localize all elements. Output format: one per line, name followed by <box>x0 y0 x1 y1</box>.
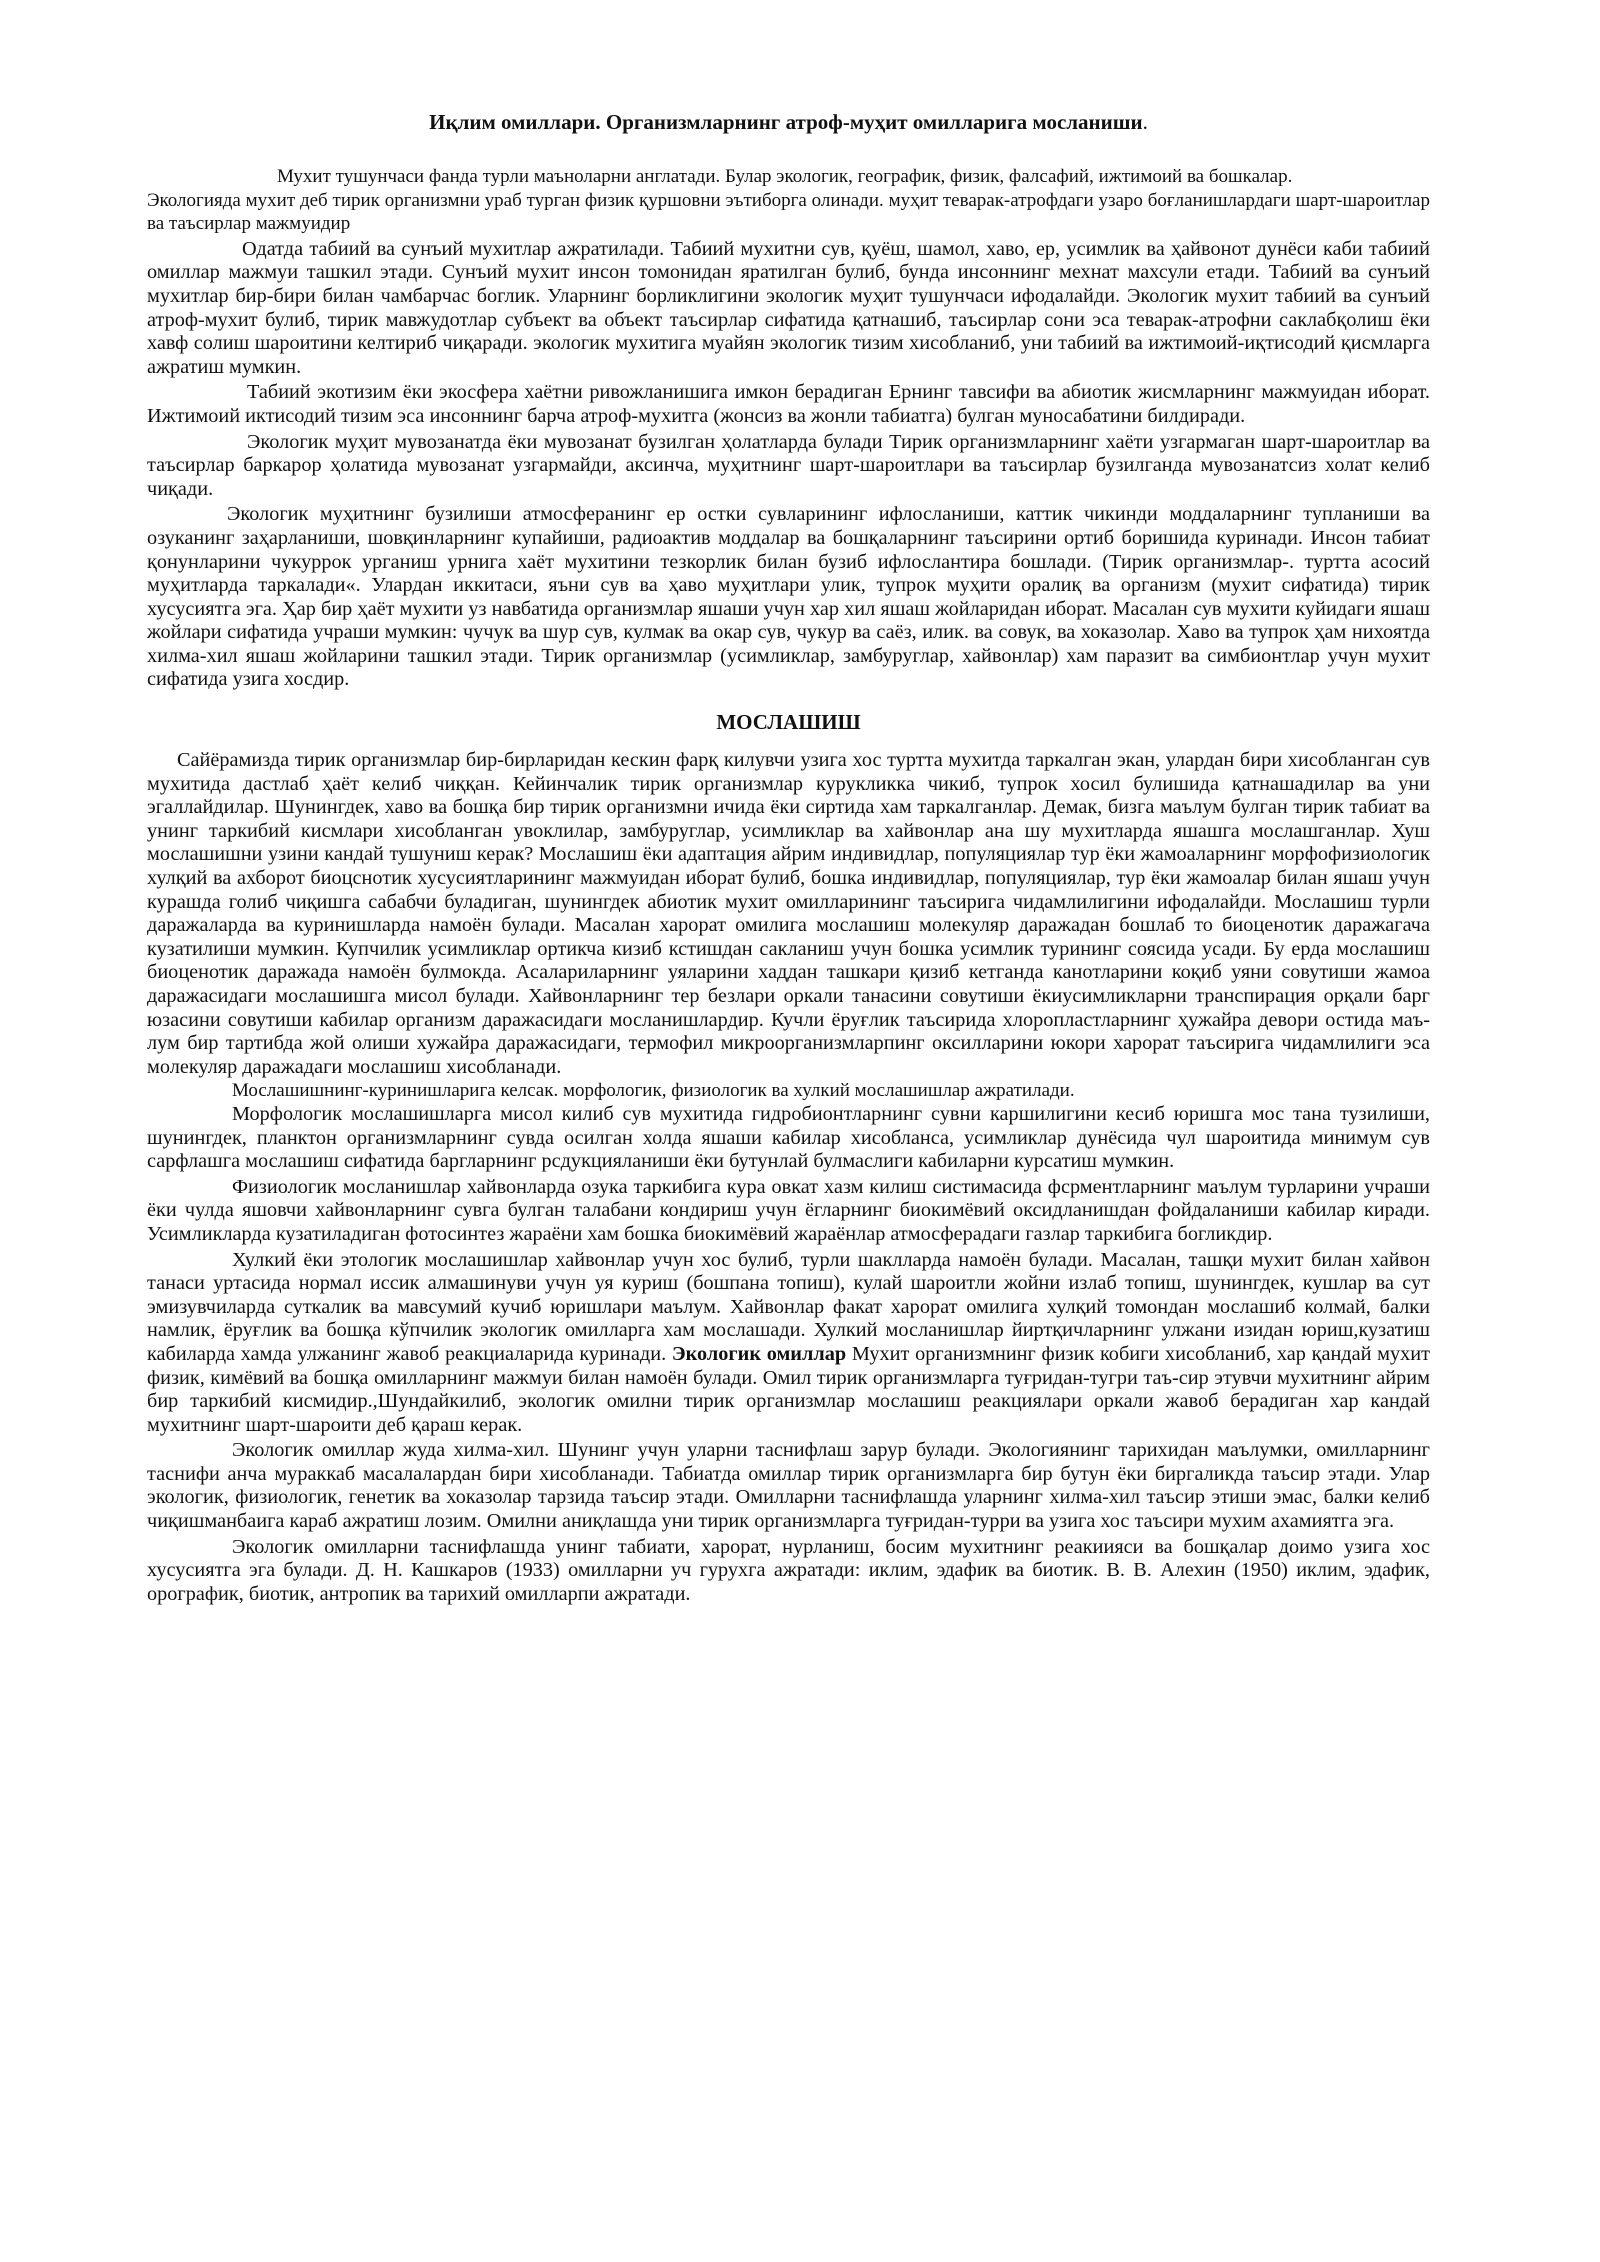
ecological-factors-term: Экологик омиллар <box>671 1342 847 1365</box>
title-text: Иқлим омиллари. Организмларнинг атроф-муҳит омилларига мосланиши <box>429 110 1143 134</box>
paragraph-physiological: Физиологик мосланишлар хайвонларда озука таркибига кура овкат хазм килиш систимасида фсрментларнинг маълум турларини учраши ёки чулда яшовчи хайвонларнинг сувга булган талабани кондириш учун ёгларнинг биокимёвий оксидланишдан фойдаланиши кабилар киради. Усимликларда кузатиладиган фотосинтез жараёни хам бошка биокимёвий жараёнлар атмосферадаги газлар таркибига богликдир. <box>147 1175 1430 1245</box>
paragraph-morphological: Морфологик мослашишларга мисол килиб сув мухитида гидробионтларнинг сувни каршилигини кесиб юришга мос тана тузилиши, шунингдек, планктон организмларнинг сувда осилган холда яшаши кабилар хисобланса, усимликлар дунёсида чул шароитида минимум сув сарфлашга мослашиш сифатида баргларнинг рсдукцияланиши ёки бутунлай булмаслиги кабиларни курсатиш мумкин. <box>147 1102 1430 1173</box>
paragraph-ecology-environment: Экологияда мухит деб тирик организмни ураб турган физик қуршовни эътиборга олинади. муҳит теварак-атрофдаги узаро боғланишлардаги шарт-шароитлар ва таъсирлар мажмуидир <box>147 189 1430 235</box>
document-title <box>147 110 1430 135</box>
paragraph-environment-concept: Мухит тушунчаси фанда турли маъноларни англатади. Булар экологик, географик, физик, фалсафий, ижтимоий ва бошкалар. <box>277 166 1293 187</box>
paragraph-adaptation-types: Мослашишнинг-куринишларига келсак. морфологик, физиологик ва хулкий мослашишлар ажратилади. <box>232 1080 1075 1102</box>
paragraph-adaptation: Сайёрамизда тирик организмлар бир-бирларидан кескин фарқ килувчи узига хос туртта мухитда таркалган экан, улардан бири хисобланган сув мухитида дастлаб ҳаёт келиб чиққан. Кейинчалик тирик организмлар курукликка чикиб, тупрок хосил булишида қатнашадилар ва уни эгаллайдилар. Шунингдек, хаво ва бошқа бир тирик организмни ичида ёки сиртида хам таркалганлар. Демак, бизга маълум булган тирик табиат ва унинг таркибий кисмлари хисобланган увоклилар, замбуруглар, усимликлар ва хайвонлар ана шу мухитларда яшашга мослашганлар. Хуш мослашишни узини кандай тушуниш керак? Мослашиш ёки адаптация айрим индивидлар, популяциялар тур ёки жамоаларнинг морфофизиологик хулқий ва ахборот биоцснотик хусусиятларининг мажмуидан иборат булиб, бошка индивидлар, популяциялар, тур ёки жамоалар билан яшаш учун курашда голиб чиқишга сабабчи буладиган, шунингдек абиотик мухит омилларининг таъсирига чидамлилигини ифодалайди. Мослашиш турли даражаларда ва куринишларда намоён булади. Масалан харорат омилига мослашиш молекуляр даражадан бошлаб то биоценотик даражагача кузатилиши мумкин. Купчилик усимликлар ортикча кизиб кстишдан сакланиш учун бошка усимлик турининг соясида усади. Бу ерда мослашиш биоценотик даражада намоён булмокда. Асалариларнинг уяларини хаддан ташкари қизиб кетганда канотларини коқиб уяни совутиши жамоа даражасидаги мослашишга мисол булади. Хайвонларнинг тер безлари оркали танасини совутиши ёкиусимликларни транспирация орқали барг юзасини совутиши кабилар организм даражасидаги мосланишлардир. Кучли ёруғлик таъсирида хлоропластларнинг ҳужайра девори остида маъ-лум бир тартибда жой олиши хужайра даражасидаги, термофил микроорганизмларпинг оксилларини юкори харорат таъсирига чидамлилиги эса молекуляр даражадаги мослашиш хисобланади. <box>147 749 1430 1078</box>
title-dot: . <box>1142 110 1148 134</box>
paragraph-ecosystem: Табиий экотизим ёки экосфера хаётни ривожланишига имкон берадиган Ернинг тавсифи ва абиотик жисмларнинг мажмуидан иборат. Ижтимоий иктисодий тизим эса инсоннинг барча атроф-мухитга (жонсиз ва жонли табиатга) булган муносабатини билдиради. <box>147 381 1430 427</box>
paragraph-classification: Экологик омиллар жуда хилма-хил. Шунинг учун уларни таснифлаш зарур булади. Экологиянинг тарихидан маълумки, омилларнинг таснифи анча мураккаб масалалардан бири хисобланади. Табиатда омиллар тирик организмларга бир бутун ёки биргаликда таъсир этади. Улар экологик, физиологик, генетик ва хоказолар тарзида таъсир этади. Омилларни таснифлашда уларнинг хилма-хил таъсир этиши эмас, балки келиб чиқишманбаига караб ажратиш лозим. Омилни аниқлашда уни тирик организмларга туғридан-турри ва узига хос таъсири мухим ахамиятга эга. <box>147 1439 1430 1533</box>
paragraph-disruption: Экологик муҳитнинг бузилиши атмосферанинг ер остки сувларининг ифлосланиши, каттик чикинди моддаларнинг тупланиши ва озуканинг заҳарланиши, шовқинларнинг купайиши, радиоактив моддалар ва бошқаларнинг таъсирини ортиб боришида куринади. Инсон табиат қонунларини чукуррок урганиш урнига хаёт мухитини тезкорлик билан бузиб ифлослантира бошлади. (Тирик организмлар-. туртта асосий муҳитларда таркалади«. Улардан иккитаси, яъни сув ва ҳаво муҳитлари улик, тупрок муҳити оралиқ ва организм (мухит сифатида) тирик хусусиятга эга. Ҳар бир ҳаёт мухити уз навбатида организмлар яшаши учун хар хил яшаш жойларидан иборат. Масалан сув мухити куйидаги яшаш жойлари сифатида учраши мумкин: чучук ва шур сув, кулмак ва окар сув, чукур ва саёз, илик. ва совук, ва хоказолар. Хаво ва тупрок ҳам нихоятда хилма-хил яшаш жойларини ташкил этади. Тирик организмлар (усимликлар, замбуруглар, хайвонлар) хам паразит ва симбионтлар учун мухит сифатида узига хосдир. <box>147 503 1430 691</box>
paragraph-natural-artificial: Одатда табиий ва сунъий мухитлар ажратилади. Табиий мухитни сув, қуёш, шамол, хаво, ер, усимлик ва ҳайвонот дунёси каби табиий омиллар мажмуи ташкил этади. Сунъий мухит инсон томонидан яратилган булиб, бунда инсоннинг мехнат махсули етади. Табиий ва сунъий мухитлар бир-бири билан чамбарчас боглик. Уларнинг борликлигини экологик муҳит тушунчаси ифодалайди. Экологик мухит табиий ва сунъий атроф-мухит булиб, тирик мавжудотлар субъект ва объект таъсирлар сифатида қатнашиб, таъсирлар сони эса теварак-атрофни саклабқолиш ёки хавф солиш шароитини келтириб чиқаради. экологик мухитига муайян экологик тизим хисобланиб, уни табиий ва ижтимоий-иқтисодий қисмларга ажратиш мумкин. <box>147 237 1430 378</box>
section-heading: МОСЛАШИШ <box>716 710 861 735</box>
document-body <box>147 110 1430 1606</box>
paragraph-factor-groups: Экологик омилларни таснифлашда унинг табиати, харорат, нурланиш, босим мухитнинг реакиияси ва бошқалар доимо узига хос хусусиятга эга булади. Д. Н. Кашкаров (1933) омилларни уч гурухга ажратади: иклим, эдафик ва биотик. В. В. Алехин (1950) иклим, эдафик, орографик, биотик, антропик ва тарихий омилларпи ажратади. <box>147 1535 1430 1605</box>
paragraph-behavioral <box>147 1249 1430 1438</box>
behavioral-text: Хулкий ёки этологик мослашишлар хайвонлар учун хос булиб, турли шаклларда намоён булади. Масалан, ташқи мухит билан хайвон танаси уртасида нормал иссик алмашинуви учун уя куриш (бошпана топиш), кулай шароитли жойни излаб топиш, шунингдек, кушлар ва сут эмизувчиларда суткалик ва мавсумий кучиб юришлари маълум. Хайвонлар факат харорат омилига хулқий томондан мослашиб колмай, балки намлик, ёруғлик ва бошқа кўпчилик экологик омилларга хам мослашади. Хулкий мосланишлар йиртқичларнинг улжани изидан юриш,кузатиш кабиларда хамда улжанинг жавоб реакциаларида куринади. <box>147 1248 1430 1365</box>
ecological-factors-text: Мухит организмнинг физик кобиги хисобланиб, хар қандай мухит физик, кимёвий ва бошқа омилларнинг мажмуи билан намоён булади. Омил тирик организмларга туғридан-тугри таъ-сир этувчи мухитнинг айрим бир таркибий кисмидир.,Шундайкилиб, экологик омилни тирик организмлар мослашиш реакциялари оркали жавоб берадиган хар кандай мухитнинг шарт-шароити деб қараш керак. <box>147 1342 1431 1436</box>
paragraph-equilibrium: Экологик муҳит мувозанатда ёки мувозанат бузилган ҳолатларда булади Тирик организмларнинг хаёти узгармаган шарт-шароитлар ва таъсирлар баркарор ҳолатида мувозанат узгармайди, аксинча, муҳитнинг шарт-шароитлари ва таъсирлар бузилганда мувозанатсиз холат келиб чиқади. <box>147 430 1430 500</box>
